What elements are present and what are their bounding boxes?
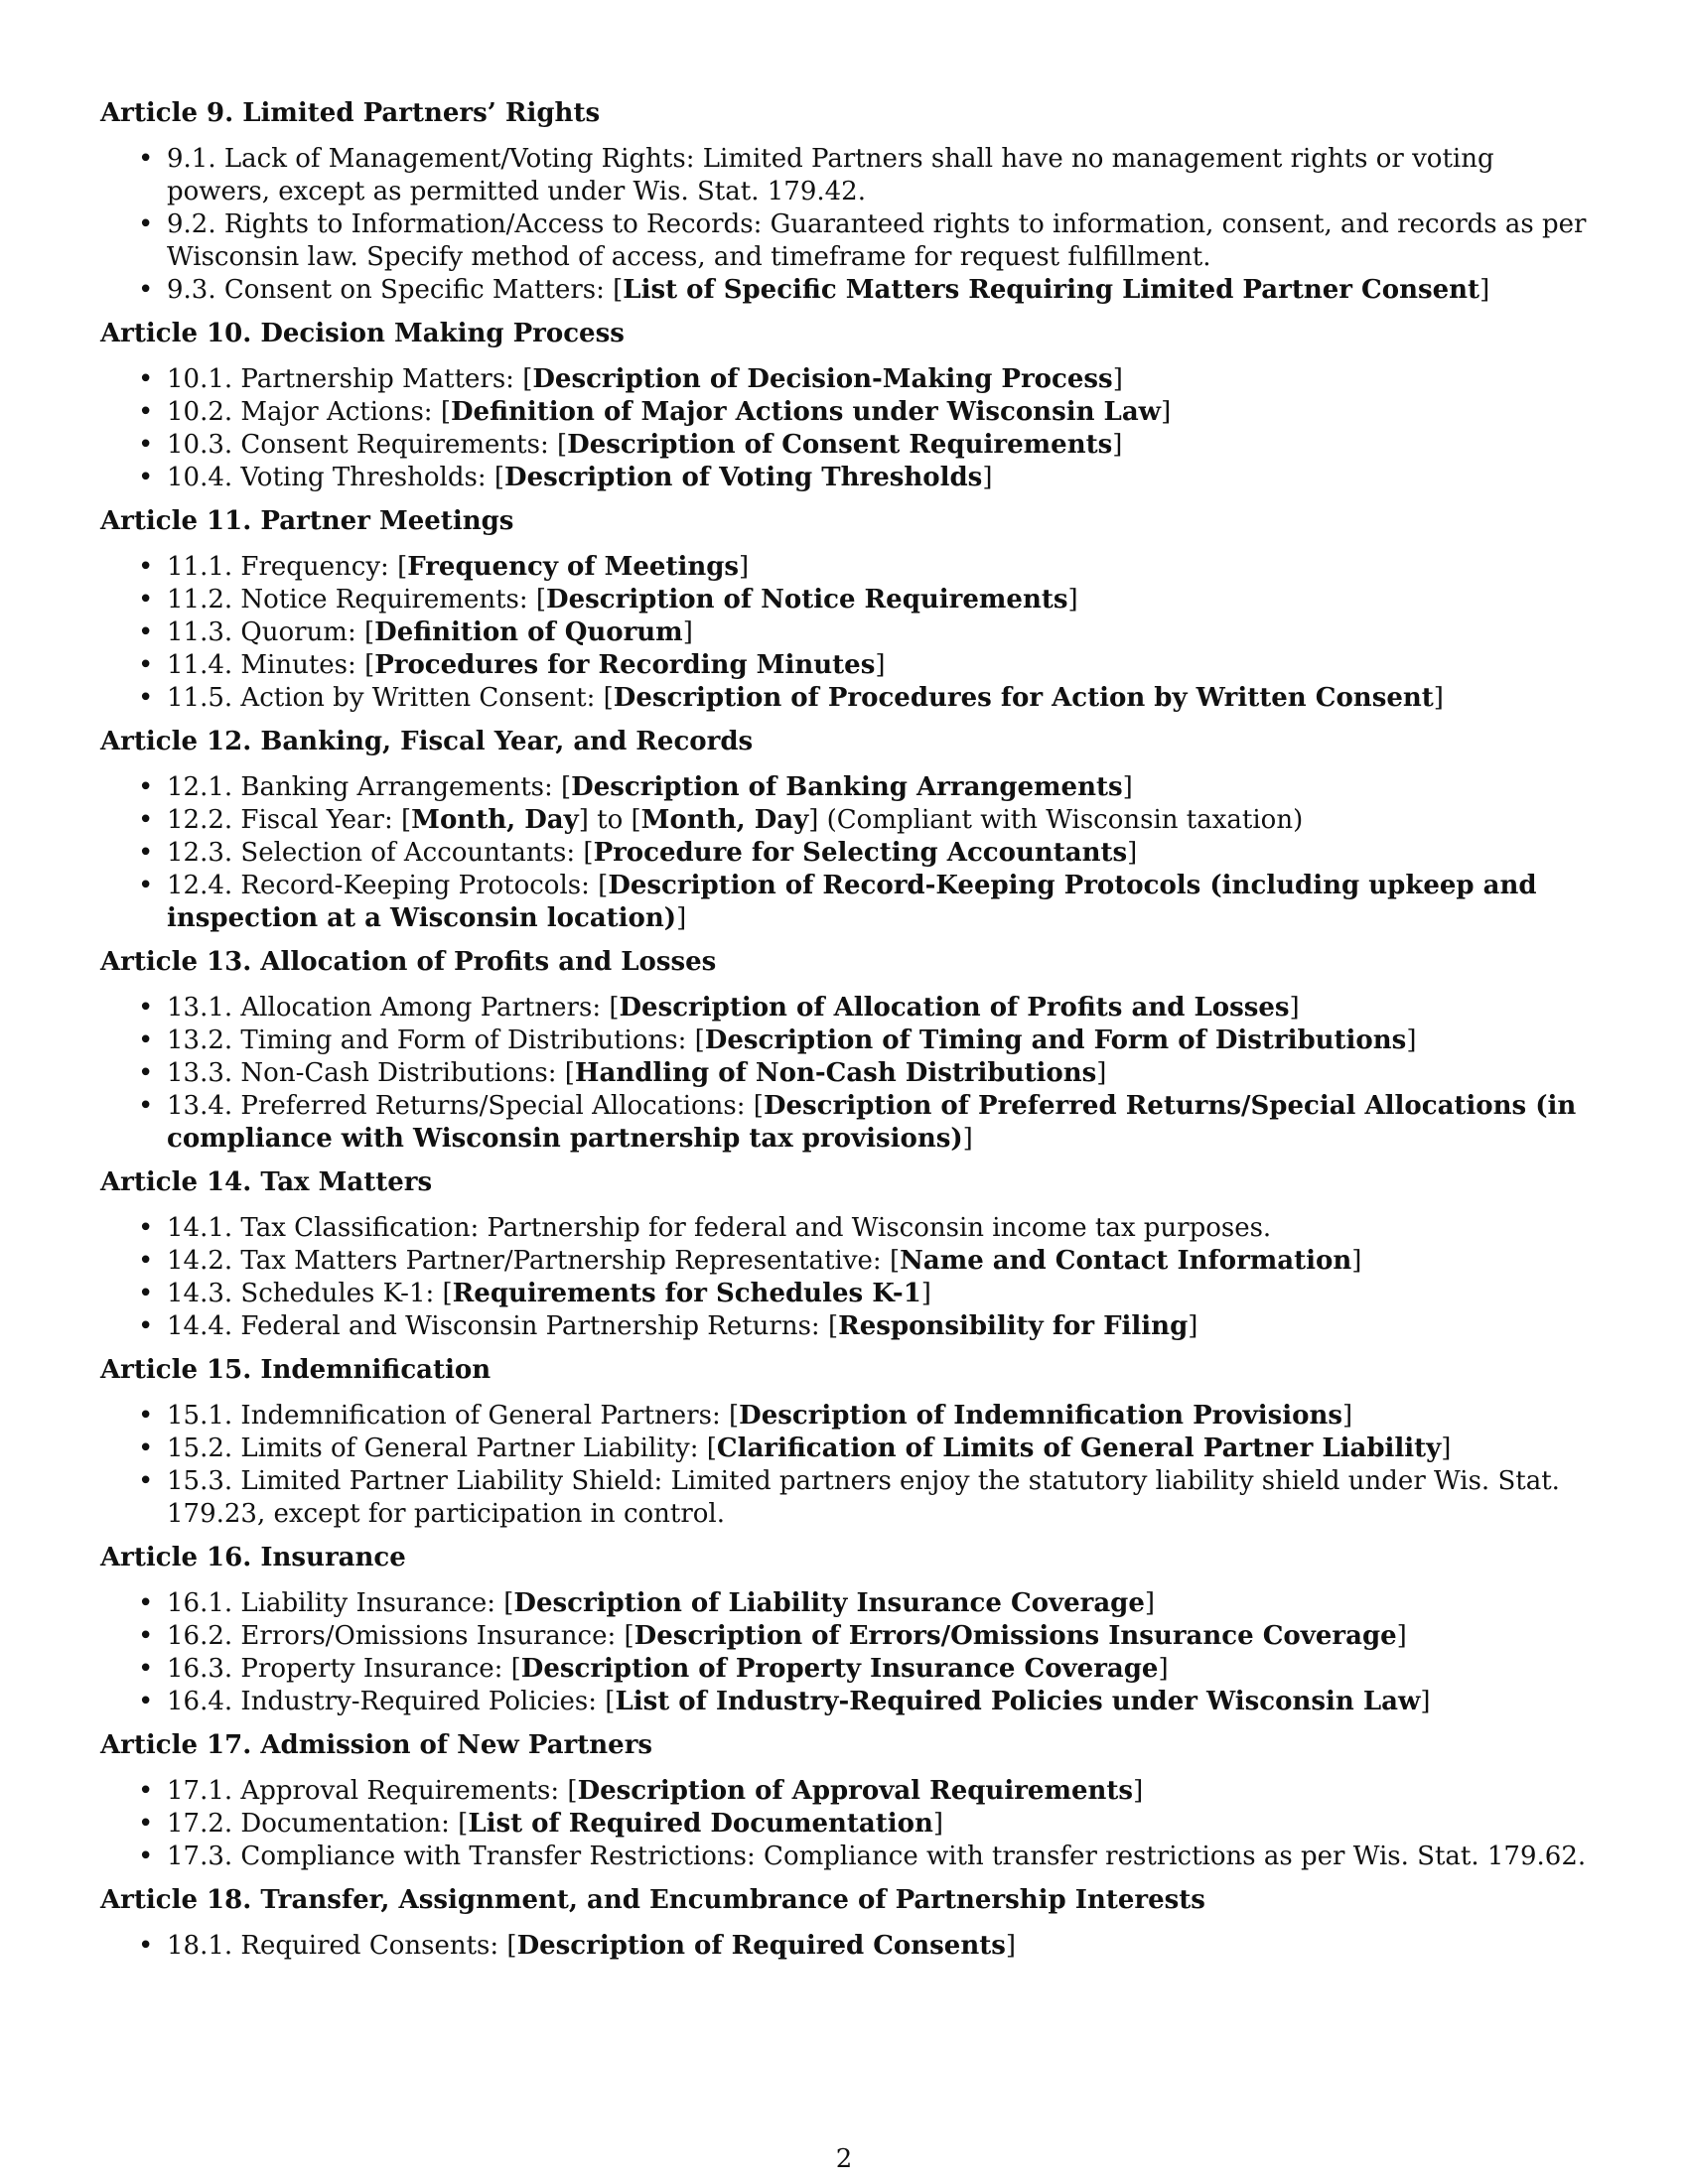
- clause-item: • 9.3. Consent on Specific Matters: [List of Specific Matters Requiring Limited Partner Consent]: [100, 274, 1590, 307]
- clause-item: • 10.2. Major Actions: [Definition of Major Actions under Wisconsin Law]: [100, 396, 1590, 429]
- clause-number: 17.2.: [167, 1809, 233, 1839]
- article-heading: Article 17. Admission of New Partners: [100, 1730, 653, 1760]
- article-heading: Article 11. Partner Meetings: [100, 506, 514, 536]
- clause-item: • 11.1. Frequency: [Frequency of Meetings]: [100, 551, 1590, 584]
- clause-number: 10.4.: [167, 463, 233, 492]
- article-heading: Article 9. Limited Partners’ Rights: [100, 98, 601, 128]
- clause-label: Action by Written Consent:: [240, 683, 596, 713]
- placeholder-field: Description of Banking Arrangements: [571, 772, 1123, 802]
- clause-label: Timing and Form of Distributions:: [240, 1025, 687, 1055]
- placeholder-field: List of Industry-Required Policies under Wisconsin Law: [615, 1687, 1421, 1716]
- clause-item: • 13.2. Timing and Form of Distributions: [Description of Timing and Form of Distributions]: [100, 1024, 1590, 1057]
- clause-item: • 14.3. Schedules K-1: [Requirements for Schedules K-1]: [100, 1278, 1590, 1310]
- clause-number: 12.2.: [167, 805, 233, 835]
- placeholder-field: Requirements for Schedules K-1: [452, 1279, 921, 1308]
- clause-label: Schedules K-1:: [240, 1279, 435, 1308]
- clause-number: 10.3.: [167, 430, 233, 460]
- article-clause-list: [100, 1930, 1590, 1963]
- clause-item: • 17.2. Documentation: [List of Required Documentation]: [100, 1808, 1590, 1841]
- article-clause-list: [100, 1400, 1590, 1531]
- article-heading: Article 13. Allocation of Profits and Losses: [100, 947, 717, 977]
- clause-label: Consent Requirements:: [240, 430, 549, 460]
- placeholder-field: Description of Allocation of Profits and Losses: [619, 993, 1290, 1023]
- clause-label: Notice Requirements:: [240, 585, 528, 614]
- clause-label: Limits of General Partner Liability:: [240, 1433, 699, 1463]
- article-section: [100, 1729, 1590, 1873]
- clause-label: Limited Partner Liability Shield:: [240, 1466, 663, 1496]
- placeholder-field: Description of Property Insurance Coverage: [520, 1654, 1159, 1684]
- clause-number: 12.1.: [167, 772, 233, 802]
- clause-item: • 16.1. Liability Insurance: [Description of Liability Insurance Coverage]: [100, 1587, 1590, 1620]
- placeholder-field: List of Required Documentation: [468, 1809, 933, 1839]
- page-number: 2: [835, 2144, 853, 2174]
- clause-item: • 11.3. Quorum: [Definition of Quorum]: [100, 616, 1590, 649]
- placeholder-field: Clarification of Limits of General Partner Liability: [716, 1433, 1442, 1463]
- clause-label: Approval Requirements:: [240, 1776, 560, 1806]
- clause-label: Rights to Information/Access to Records:: [223, 209, 763, 239]
- placeholder-field-end: Month, Day: [640, 805, 809, 835]
- clause-label: Fiscal Year:: [240, 805, 393, 835]
- placeholder-field: Procedure for Selecting Accountants: [593, 838, 1128, 868]
- clause-number: 13.1.: [167, 993, 233, 1023]
- clause-item: • 10.3. Consent Requirements: [Description of Consent Requirements]: [100, 429, 1590, 462]
- clause-number: 16.2.: [167, 1621, 233, 1651]
- article-heading: Article 12. Banking, Fiscal Year, and Records: [100, 727, 754, 756]
- clause-number: 16.4.: [167, 1687, 233, 1716]
- clause-label: Selection of Accountants:: [240, 838, 576, 868]
- placeholder-field: Description of Procedures for Action by Written Consent: [613, 683, 1434, 713]
- clause-number: 10.1.: [167, 364, 233, 394]
- article-clause-list: [100, 363, 1590, 494]
- clause-text: Guaranteed rights to information, consent, and records as per Wisconsin law. Specify method of access, and timeframe for request fulfillment.: [167, 209, 1587, 272]
- article-clause-list: [100, 551, 1590, 715]
- clause-number: 17.1.: [167, 1776, 233, 1806]
- article-section: [100, 1166, 1590, 1343]
- clause-number: 15.1.: [167, 1401, 233, 1431]
- clause-item: • 10.1. Partnership Matters: [Description of Decision-Making Process]: [100, 363, 1590, 396]
- clause-label: Allocation Among Partners:: [240, 993, 602, 1023]
- placeholder-field: Handling of Non-Cash Distributions: [574, 1058, 1097, 1088]
- clause-number: 11.2.: [167, 585, 233, 614]
- clause-label: Federal and Wisconsin Partnership Returns:: [240, 1311, 820, 1341]
- clause-label: Industry-Required Policies:: [240, 1687, 598, 1716]
- article-heading: Article 18. Transfer, Assignment, and Encumbrance of Partnership Interests: [100, 1885, 1205, 1915]
- clause-label: Liability Insurance:: [240, 1588, 495, 1618]
- clause-label: Documentation:: [240, 1809, 450, 1839]
- clause-item: • 17.1. Approval Requirements: [Description of Approval Requirements]: [100, 1775, 1590, 1808]
- placeholder-field: Description of Record-Keeping Protocols (including upkeep and inspection at a Wisconsin location): [167, 871, 1537, 933]
- clause-label: Quorum:: [240, 617, 356, 647]
- article-section: [100, 318, 1590, 494]
- clause-number: 14.4.: [167, 1311, 233, 1341]
- placeholder-field: Procedures for Recording Minutes: [374, 650, 876, 680]
- clause-item: • 11.2. Notice Requirements: [Description of Notice Requirements]: [100, 584, 1590, 616]
- clause-text: Limited Partners shall have no management rights or voting powers, except as permitted under Wis. Stat. 179.42.: [167, 144, 1494, 206]
- clause-number: 9.2.: [167, 209, 216, 239]
- clause-text: Limited partners enjoy the statutory liability shield under Wis. Stat. 179.23, except for participation in control.: [167, 1466, 1560, 1529]
- article-clause-list: [100, 1775, 1590, 1873]
- clause-label: Major Actions:: [240, 397, 433, 427]
- placeholder-field: Definition of Quorum: [374, 617, 683, 647]
- clause-number: 13.2.: [167, 1025, 233, 1055]
- placeholder-field: Description of Liability Insurance Coverage: [513, 1588, 1145, 1618]
- clause-number: 11.3.: [167, 617, 233, 647]
- placeholder-field: Name and Contact Information: [900, 1246, 1352, 1276]
- clause-label: Partnership Matters:: [240, 364, 514, 394]
- clause-item: • 10.4. Voting Thresholds: [Description of Voting Thresholds]: [100, 462, 1590, 494]
- clause-item: [100, 143, 1590, 208]
- clause-item: • 15.2. Limits of General Partner Liability: [Clarification of Limits of General Partner Liability]: [100, 1433, 1590, 1465]
- clause-item: • 14.4. Federal and Wisconsin Partnership Returns: [Responsibility for Filing]: [100, 1310, 1590, 1343]
- clause-text: Partnership for federal and Wisconsin income tax purposes.: [487, 1213, 1272, 1243]
- clause-number: 15.3.: [167, 1466, 233, 1496]
- clause-label: Tax Classification:: [240, 1213, 480, 1243]
- document-page: [100, 97, 1590, 1974]
- placeholder-field: Responsibility for Filing: [838, 1311, 1189, 1341]
- clause-label: Indemnification of General Partners:: [240, 1401, 721, 1431]
- clause-number: 11.1.: [167, 552, 233, 582]
- clause-number: 12.4.: [167, 871, 233, 900]
- article-section: [100, 946, 1590, 1156]
- clause-number: 13.3.: [167, 1058, 233, 1088]
- clause-number: 17.3.: [167, 1842, 233, 1871]
- article-clause-list: [100, 1587, 1590, 1718]
- article-clause-list: [100, 771, 1590, 935]
- clause-number: 14.1.: [167, 1213, 233, 1243]
- article-heading: Article 16. Insurance: [100, 1543, 406, 1572]
- clause-label: Preferred Returns/Special Allocations:: [240, 1091, 746, 1121]
- article-section: [100, 1884, 1590, 1963]
- clause-item: • 16.3. Property Insurance: [Description of Property Insurance Coverage]: [100, 1653, 1590, 1686]
- clause-label: Voting Thresholds:: [240, 463, 487, 492]
- clause-number: 16.3.: [167, 1654, 233, 1684]
- clause-number: 11.5.: [167, 683, 233, 713]
- clause-label: Required Consents:: [240, 1931, 499, 1961]
- article-clause-list: [100, 992, 1590, 1156]
- clause-label: Consent on Specific Matters:: [223, 275, 605, 305]
- fiscal-connector: to: [597, 805, 624, 835]
- clause-item: • 13.4. Preferred Returns/Special Allocations: [Description of Preferred Returns/Special Allocations (in compliance with Wisconsin partnership tax provisions)]: [100, 1090, 1590, 1156]
- clause-number: 9.3.: [167, 275, 216, 305]
- article-section: [100, 97, 1590, 307]
- placeholder-field: Frequency of Meetings: [407, 552, 740, 582]
- placeholder-field-start: Month, Day: [411, 805, 579, 835]
- clause-item: • 16.4. Industry-Required Policies: [List of Industry-Required Policies under Wisconsin Law]: [100, 1686, 1590, 1718]
- clause-item: • 14.2. Tax Matters Partner/Partnership Representative: [Name and Contact Information]: [100, 1245, 1590, 1278]
- placeholder-field: Description of Indemnification Provisions: [739, 1401, 1343, 1431]
- placeholder-field: Description of Timing and Form of Distributions: [704, 1025, 1407, 1055]
- article-heading: Article 10. Decision Making Process: [100, 319, 625, 348]
- placeholder-field: Description of Decision-Making Process: [532, 364, 1113, 394]
- clause-number: 14.3.: [167, 1279, 233, 1308]
- clause-number: 13.4.: [167, 1091, 233, 1121]
- clause-number: 10.2.: [167, 397, 233, 427]
- clause-label: Compliance with Transfer Restrictions:: [240, 1842, 756, 1871]
- clause-item: [100, 208, 1590, 274]
- clause-item: [100, 1841, 1590, 1873]
- clause-label: Lack of Management/Voting Rights:: [223, 144, 695, 174]
- clause-number: 15.2.: [167, 1433, 233, 1463]
- clause-item: • 12.1. Banking Arrangements: [Description of Banking Arrangements]: [100, 771, 1590, 804]
- clause-text: Compliance with transfer restrictions as per Wis. Stat. 179.62.: [764, 1842, 1587, 1871]
- article-section: [100, 505, 1590, 715]
- clause-label: Non-Cash Distributions:: [240, 1058, 557, 1088]
- clause-item: • 12.4. Record-Keeping Protocols: [Description of Record-Keeping Protocols (including upkeep and inspection at a Wisconsin location)]: [100, 870, 1590, 935]
- article-clause-list: [100, 143, 1590, 307]
- clause-label: Property Insurance:: [240, 1654, 503, 1684]
- article-clause-list: [100, 1212, 1590, 1343]
- clause-label: Frequency:: [240, 552, 389, 582]
- clause-item: • 18.1. Required Consents: [Description of Required Consents]: [100, 1930, 1590, 1963]
- clause-number: 14.2.: [167, 1246, 233, 1276]
- clause-item: • 13.3. Non-Cash Distributions: [Handling of Non-Cash Distributions]: [100, 1057, 1590, 1090]
- clause-number: 12.3.: [167, 838, 233, 868]
- clause-label: Tax Matters Partner/Partnership Representative:: [240, 1246, 882, 1276]
- clause-item: • 12.2. Fiscal Year: [Month, Day] to [Month, Day] (Compliant with Wisconsin taxation): [100, 804, 1590, 837]
- placeholder-field: Description of Notice Requirements: [546, 585, 1068, 614]
- article-section: [100, 726, 1590, 935]
- article-section: [100, 1542, 1590, 1718]
- clause-item: [100, 1212, 1590, 1245]
- placeholder-field: Description of Errors/Omissions Insurance Coverage: [633, 1621, 1397, 1651]
- clause-label: Minutes:: [240, 650, 356, 680]
- clause-number: 11.4.: [167, 650, 233, 680]
- clause-item: • 15.1. Indemnification of General Partners: [Description of Indemnification Provisions]: [100, 1400, 1590, 1433]
- clause-item: [100, 1465, 1590, 1531]
- article-heading: Article 15. Indemnification: [100, 1355, 492, 1385]
- fiscal-note: (Compliant with Wisconsin taxation): [826, 805, 1304, 835]
- placeholder-field: List of Specific Matters Requiring Limited Partner Consent: [623, 275, 1480, 305]
- clause-number: 16.1.: [167, 1588, 233, 1618]
- placeholder-field: Description of Preferred Returns/Special Allocations (in compliance with Wisconsin partnership tax provisions): [167, 1091, 1577, 1154]
- clause-item: • 13.1. Allocation Among Partners: [Description of Allocation of Profits and Losses]: [100, 992, 1590, 1024]
- clause-label: Banking Arrangements:: [240, 772, 553, 802]
- placeholder-field: Description of Approval Requirements: [577, 1776, 1134, 1806]
- clause-label: Record-Keeping Protocols:: [240, 871, 590, 900]
- clause-label: Errors/Omissions Insurance:: [240, 1621, 617, 1651]
- clause-number: 9.1.: [167, 144, 216, 174]
- placeholder-field: Description of Voting Thresholds: [504, 463, 983, 492]
- article-section: [100, 1354, 1590, 1531]
- clause-number: 18.1.: [167, 1931, 233, 1961]
- clause-item: • 16.2. Errors/Omissions Insurance: [Description of Errors/Omissions Insurance Coverage]: [100, 1620, 1590, 1653]
- placeholder-field: Description of Consent Requirements: [567, 430, 1113, 460]
- article-heading: Article 14. Tax Matters: [100, 1167, 433, 1197]
- clause-item: • 11.4. Minutes: [Procedures for Recording Minutes]: [100, 649, 1590, 682]
- placeholder-field: Description of Required Consents: [516, 1931, 1006, 1961]
- clause-item: • 11.5. Action by Written Consent: [Description of Procedures for Action by Written Consent]: [100, 682, 1590, 715]
- clause-item: • 12.3. Selection of Accountants: [Procedure for Selecting Accountants]: [100, 837, 1590, 870]
- placeholder-field: Definition of Major Actions under Wisconsin Law: [450, 397, 1162, 427]
